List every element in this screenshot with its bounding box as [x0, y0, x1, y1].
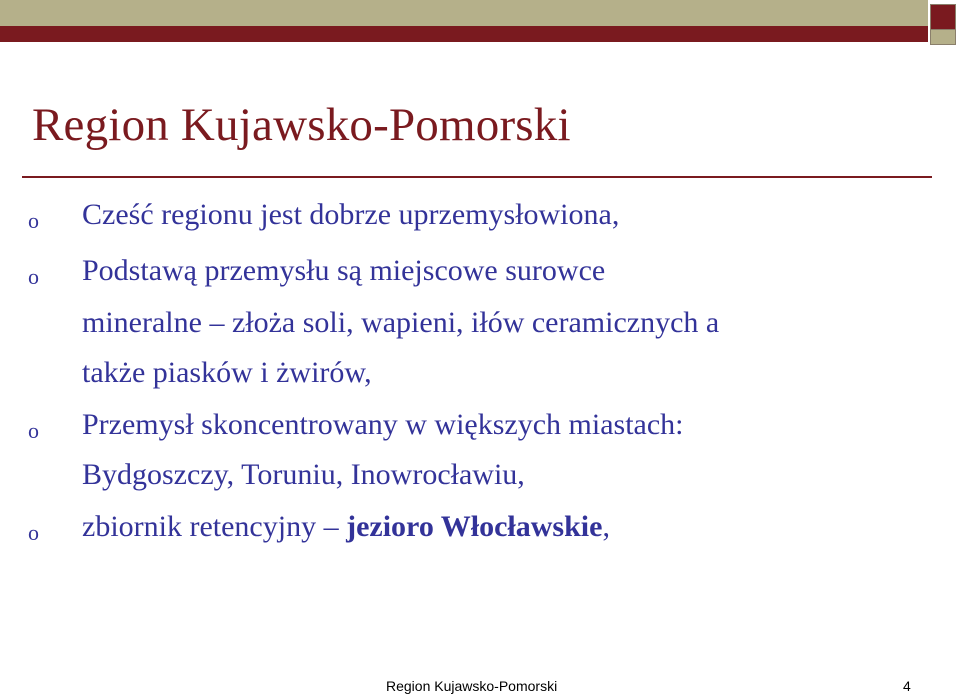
slide-title: Region Kujawsko-Pomorski [32, 99, 571, 151]
bullet-2-line-1: Podstawą przemysłu są miejscowe surowce [82, 254, 606, 287]
bullet-3-line-1: Przemysł skoncentrowany w większych miastach: [82, 408, 684, 441]
bullet-4-line-1 [82, 510, 610, 544]
bullet-3-line-2: Bydgoszczy, Toruniu, Inowrocławiu, [82, 458, 525, 491]
header-band-olive [0, 0, 928, 26]
corner-square-red [930, 4, 956, 30]
bullet-2-line-3: także piasków i żwirów, [82, 356, 372, 389]
corner-square-olive [930, 29, 956, 45]
header-band-red [0, 26, 928, 42]
bullet-2-line-2: mineralne – złoża soli, wapieni, iłów ceramicznych a [82, 306, 720, 339]
bullet-4-suffix: , [602, 510, 610, 543]
bullet-marker: o [28, 418, 39, 443]
bullet-4-prefix: zbiornik retencyjny – [82, 510, 347, 543]
bullet-marker: o [28, 520, 39, 545]
page-number: 4 [903, 678, 911, 694]
title-underline [22, 176, 932, 178]
header-band-gap [0, 42, 928, 44]
bullet-marker: o [28, 208, 39, 233]
bullet-marker: o [28, 264, 39, 289]
bullet-1-line-1: Cześć regionu jest dobrze uprzemysłowiona, [82, 198, 620, 231]
bullet-4-bold: jezioro Włocławskie [346, 510, 603, 543]
footer-title: Region Kujawsko-Pomorski [386, 678, 558, 694]
